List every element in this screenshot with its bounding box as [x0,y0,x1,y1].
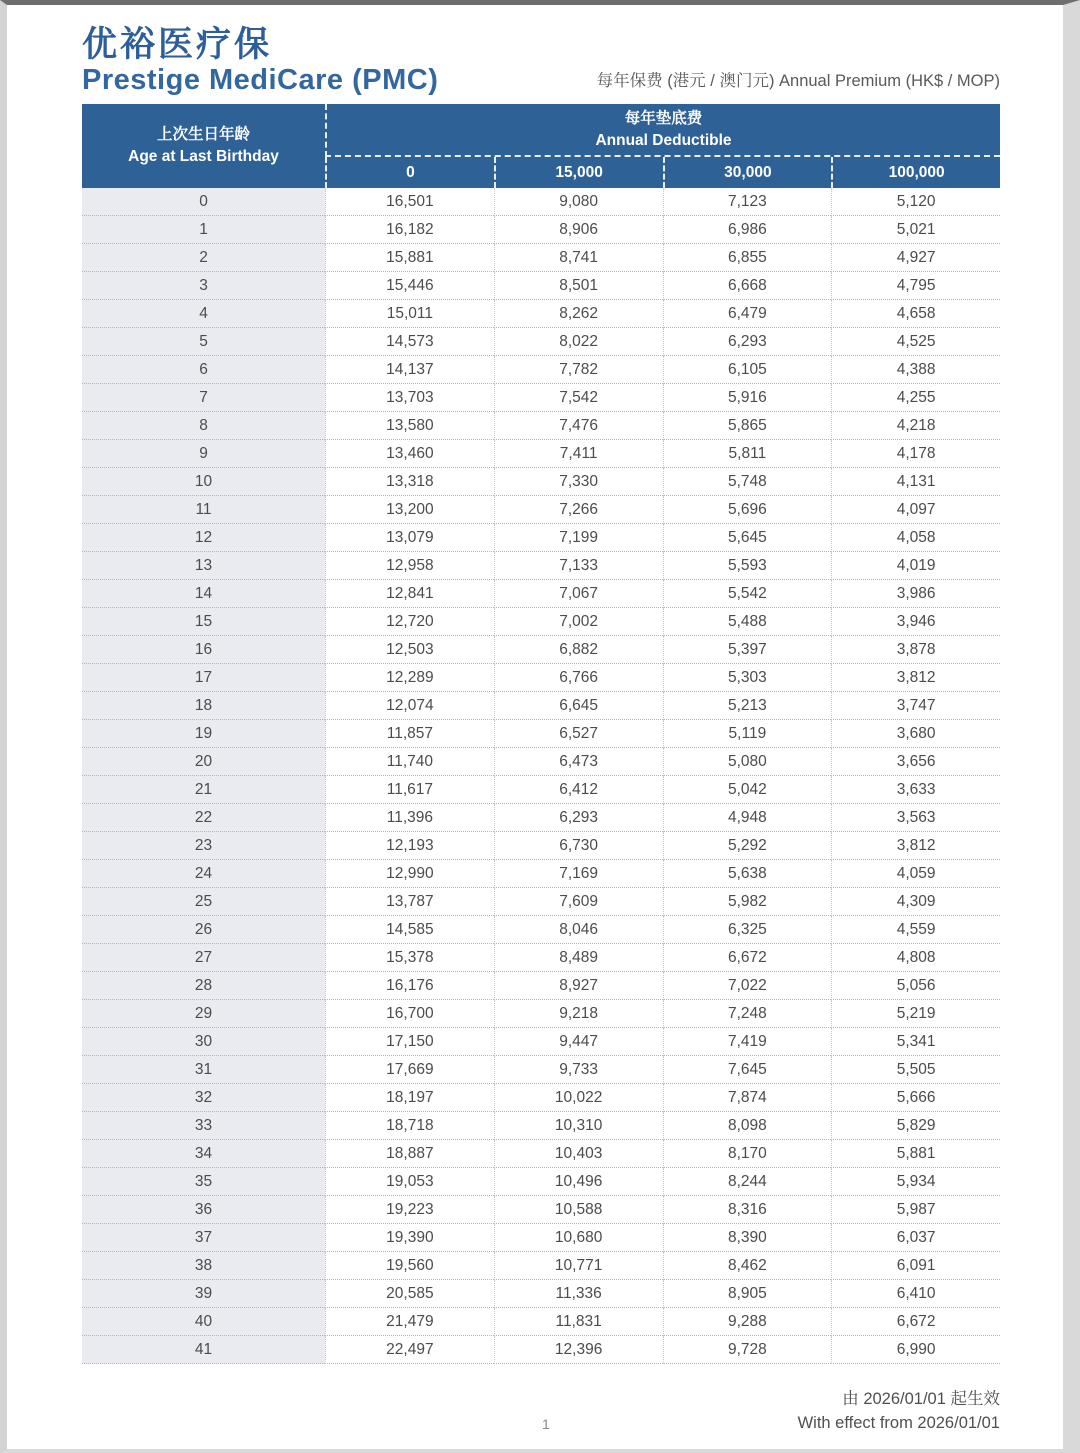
premium-cell: 6,410 [831,1280,1000,1308]
table-row [82,412,1000,440]
age-cell: 10 [82,468,325,496]
table-row [82,1336,1000,1364]
age-cell: 15 [82,608,325,636]
deductible-header-en: Annual Deductible [595,131,732,149]
premium-cell: 9,218 [494,1000,663,1028]
effective-date-zh: 由 2026/01/01 起生效 [842,1390,1000,1409]
premium-cell: 6,293 [663,328,832,356]
table-row [82,888,1000,916]
premium-cell: 11,857 [325,720,494,748]
premium-cell: 4,309 [831,888,1000,916]
premium-cell: 6,325 [663,916,832,944]
age-cell: 20 [82,748,325,776]
premium-cell: 6,855 [663,244,832,272]
premium-cell: 9,080 [494,188,663,216]
effective-date-note [798,1388,1000,1436]
age-cell: 8 [82,412,325,440]
premium-cell: 19,053 [325,1168,494,1196]
premium-cell: 10,771 [494,1252,663,1280]
deductible-column-header-0: 0 [325,157,494,188]
premium-cell: 18,718 [325,1112,494,1140]
age-cell: 12 [82,524,325,552]
premium-cell: 9,288 [663,1308,832,1336]
title-block [82,25,438,97]
age-cell: 26 [82,916,325,944]
age-column-header [82,104,325,188]
premium-cell: 14,573 [325,328,494,356]
premium-cell: 5,042 [663,776,832,804]
age-cell: 19 [82,720,325,748]
premium-cell: 5,881 [831,1140,1000,1168]
premium-cell: 12,193 [325,832,494,860]
table-row [82,188,1000,216]
premium-cell: 7,609 [494,888,663,916]
deductible-group-header [325,104,1000,157]
page-number: 1 [542,1416,550,1433]
premium-cell: 7,199 [494,524,663,552]
age-cell: 37 [82,1224,325,1252]
table-row [82,636,1000,664]
premium-cell: 5,666 [831,1084,1000,1112]
premium-cell: 5,292 [663,832,832,860]
premium-cell: 11,336 [494,1280,663,1308]
annual-premium-note: 每年保费 (港元 / 澳门元) Annual Premium (HK$ / MOP) [596,72,1000,91]
age-cell: 33 [82,1112,325,1140]
age-cell: 40 [82,1308,325,1336]
product-title-en: Prestige MediCare (PMC) [82,64,439,97]
table-row [82,1168,1000,1196]
table-row [82,860,1000,888]
premium-cell: 7,266 [494,496,663,524]
table-row [82,1280,1000,1308]
premium-cell: 7,645 [663,1056,832,1084]
age-cell: 32 [82,1084,325,1112]
age-cell: 31 [82,1056,325,1084]
table-body [82,188,1000,1364]
premium-cell: 8,390 [663,1224,832,1252]
table-row [82,1000,1000,1028]
premium-cell: 6,730 [494,832,663,860]
premium-cell: 20,585 [325,1280,494,1308]
age-cell: 14 [82,580,325,608]
premium-cell: 3,812 [831,664,1000,692]
premium-cell: 5,748 [663,468,832,496]
premium-cell: 4,927 [831,244,1000,272]
table-row [82,720,1000,748]
premium-cell: 12,503 [325,636,494,664]
premium-cell: 5,638 [663,860,832,888]
premium-cell: 6,037 [831,1224,1000,1252]
premium-cell: 5,213 [663,692,832,720]
premium-cell: 11,396 [325,804,494,832]
table-row [82,608,1000,636]
effective-date-en: With effect from 2026/01/01 [797,1414,1000,1433]
premium-cell: 8,489 [494,944,663,972]
premium-cell: 19,223 [325,1196,494,1224]
premium-cell: 7,782 [494,356,663,384]
age-header-zh: 上次生日年龄 [156,125,250,143]
age-header-en: Age at Last Birthday [128,148,279,166]
premium-cell: 7,419 [663,1028,832,1056]
premium-cell: 8,244 [663,1168,832,1196]
premium-cell: 7,248 [663,1000,832,1028]
premium-cell: 7,169 [494,860,663,888]
premium-cell: 16,182 [325,216,494,244]
table-row [82,244,1000,272]
premium-cell: 4,218 [831,412,1000,440]
premium-cell: 5,696 [663,496,832,524]
premium-cell: 5,080 [663,748,832,776]
premium-cell: 3,680 [831,720,1000,748]
table-row [82,496,1000,524]
premium-cell: 3,812 [831,832,1000,860]
age-cell: 0 [82,188,325,216]
premium-cell: 4,255 [831,384,1000,412]
premium-cell: 13,318 [325,468,494,496]
premium-cell: 4,525 [831,328,1000,356]
table-row [82,1028,1000,1056]
premium-cell: 7,411 [494,440,663,468]
premium-cell: 12,958 [325,552,494,580]
table-row [82,524,1000,552]
age-cell: 24 [82,860,325,888]
premium-cell: 5,934 [831,1168,1000,1196]
premium-cell: 3,563 [831,804,1000,832]
premium-cell: 5,542 [663,580,832,608]
premium-cell: 7,123 [663,188,832,216]
table-row [82,1308,1000,1336]
age-cell: 39 [82,1280,325,1308]
premium-cell: 4,131 [831,468,1000,496]
premium-cell: 13,580 [325,412,494,440]
premium-cell: 7,133 [494,552,663,580]
premium-cell: 6,882 [494,636,663,664]
premium-cell: 8,022 [494,328,663,356]
premium-cell: 13,079 [325,524,494,552]
premium-cell: 16,176 [325,972,494,1000]
premium-cell: 15,446 [325,272,494,300]
premium-cell: 12,990 [325,860,494,888]
premium-cell: 17,669 [325,1056,494,1084]
premium-cell: 4,388 [831,356,1000,384]
table-row [82,440,1000,468]
premium-cell: 4,948 [663,804,832,832]
premium-cell: 11,740 [325,748,494,776]
age-cell: 38 [82,1252,325,1280]
table-row [82,384,1000,412]
premium-rate-table [82,104,1000,1364]
premium-cell: 15,881 [325,244,494,272]
premium-cell: 4,808 [831,944,1000,972]
premium-cell: 8,098 [663,1112,832,1140]
age-cell: 22 [82,804,325,832]
premium-cell: 8,906 [494,216,663,244]
table-row [82,1196,1000,1224]
table-row [82,1140,1000,1168]
age-cell: 3 [82,272,325,300]
table-row [82,664,1000,692]
premium-cell: 10,310 [494,1112,663,1140]
premium-cell: 6,672 [663,944,832,972]
table-row [82,580,1000,608]
premium-cell: 13,200 [325,496,494,524]
table-row [82,468,1000,496]
premium-cell: 6,105 [663,356,832,384]
table-row [82,944,1000,972]
premium-cell: 6,293 [494,804,663,832]
premium-cell: 5,982 [663,888,832,916]
age-cell: 18 [82,692,325,720]
premium-cell: 10,496 [494,1168,663,1196]
premium-cell: 9,447 [494,1028,663,1056]
table-row [82,776,1000,804]
premium-cell: 18,197 [325,1084,494,1112]
premium-cell: 8,462 [663,1252,832,1280]
age-cell: 25 [82,888,325,916]
premium-cell: 6,091 [831,1252,1000,1280]
premium-cell: 10,403 [494,1140,663,1168]
premium-cell: 12,074 [325,692,494,720]
premium-cell: 8,046 [494,916,663,944]
premium-cell: 7,067 [494,580,663,608]
age-cell: 27 [82,944,325,972]
premium-cell: 6,986 [663,216,832,244]
premium-cell: 8,316 [663,1196,832,1224]
premium-cell: 9,733 [494,1056,663,1084]
table-row [82,1084,1000,1112]
premium-cell: 7,874 [663,1084,832,1112]
table-row [82,216,1000,244]
premium-cell: 9,728 [663,1336,832,1364]
premium-cell: 5,865 [663,412,832,440]
table-row [82,1252,1000,1280]
table-row [82,692,1000,720]
premium-cell: 10,588 [494,1196,663,1224]
table-row [82,272,1000,300]
premium-cell: 12,720 [325,608,494,636]
deductible-column-header-100000: 100,000 [831,157,1000,188]
table-row [82,972,1000,1000]
premium-cell: 19,560 [325,1252,494,1280]
age-cell: 5 [82,328,325,356]
premium-cell: 22,497 [325,1336,494,1364]
table-row [82,356,1000,384]
premium-cell: 13,460 [325,440,494,468]
table-row [82,1224,1000,1252]
age-cell: 35 [82,1168,325,1196]
premium-cell: 11,617 [325,776,494,804]
premium-cell: 16,700 [325,1000,494,1028]
premium-cell: 6,766 [494,664,663,692]
premium-cell: 8,501 [494,272,663,300]
premium-cell: 12,396 [494,1336,663,1364]
premium-cell: 5,219 [831,1000,1000,1028]
premium-cell: 7,476 [494,412,663,440]
premium-cell: 19,390 [325,1224,494,1252]
premium-cell: 21,479 [325,1308,494,1336]
premium-cell: 4,658 [831,300,1000,328]
premium-cell: 7,002 [494,608,663,636]
age-cell: 7 [82,384,325,412]
age-cell: 30 [82,1028,325,1056]
premium-cell: 12,841 [325,580,494,608]
table-row [82,804,1000,832]
age-cell: 11 [82,496,325,524]
premium-cell: 5,987 [831,1196,1000,1224]
premium-cell: 7,022 [663,972,832,1000]
premium-cell: 3,986 [831,580,1000,608]
premium-cell: 5,303 [663,664,832,692]
premium-cell: 5,916 [663,384,832,412]
age-cell: 29 [82,1000,325,1028]
premium-cell: 11,831 [494,1308,663,1336]
premium-cell: 4,019 [831,552,1000,580]
premium-cell: 5,505 [831,1056,1000,1084]
premium-cell: 15,011 [325,300,494,328]
premium-cell: 16,501 [325,188,494,216]
age-cell: 28 [82,972,325,1000]
document-footer [82,1388,1000,1453]
premium-cell: 10,680 [494,1224,663,1252]
premium-cell: 3,878 [831,636,1000,664]
premium-cell: 13,787 [325,888,494,916]
premium-cell: 3,946 [831,608,1000,636]
premium-cell: 5,488 [663,608,832,636]
premium-cell: 7,330 [494,468,663,496]
age-cell: 16 [82,636,325,664]
premium-cell: 18,887 [325,1140,494,1168]
age-cell: 9 [82,440,325,468]
premium-cell: 8,741 [494,244,663,272]
premium-cell: 8,262 [494,300,663,328]
premium-cell: 5,120 [831,188,1000,216]
premium-cell: 5,593 [663,552,832,580]
premium-cell: 5,645 [663,524,832,552]
premium-cell: 3,656 [831,748,1000,776]
premium-cell: 5,341 [831,1028,1000,1056]
premium-cell: 6,990 [831,1336,1000,1364]
table-row [82,1056,1000,1084]
premium-cell: 3,633 [831,776,1000,804]
age-cell: 1 [82,216,325,244]
premium-cell: 17,150 [325,1028,494,1056]
premium-cell: 8,905 [663,1280,832,1308]
premium-cell: 5,811 [663,440,832,468]
premium-cell: 5,829 [831,1112,1000,1140]
product-title-zh: 优裕医疗保 [82,25,273,64]
premium-cell: 3,747 [831,692,1000,720]
table-row [82,1112,1000,1140]
premium-cell: 5,056 [831,972,1000,1000]
age-cell: 21 [82,776,325,804]
table-row [82,300,1000,328]
table-row [82,916,1000,944]
premium-cell: 4,097 [831,496,1000,524]
premium-cell: 6,479 [663,300,832,328]
table-row [82,552,1000,580]
premium-cell: 6,645 [494,692,663,720]
table-row [82,328,1000,356]
premium-cell: 5,119 [663,720,832,748]
premium-cell: 14,137 [325,356,494,384]
premium-cell: 6,473 [494,748,663,776]
premium-cell: 10,022 [494,1084,663,1112]
age-cell: 6 [82,356,325,384]
premium-cell: 13,703 [325,384,494,412]
table-row [82,832,1000,860]
premium-cell: 8,927 [494,972,663,1000]
table-header [82,104,1000,188]
premium-cell: 5,021 [831,216,1000,244]
age-cell: 13 [82,552,325,580]
age-cell: 36 [82,1196,325,1224]
premium-cell: 4,058 [831,524,1000,552]
premium-cell: 8,170 [663,1140,832,1168]
age-cell: 2 [82,244,325,272]
premium-cell: 4,059 [831,860,1000,888]
premium-cell: 4,178 [831,440,1000,468]
premium-cell: 6,668 [663,272,832,300]
premium-cell: 14,585 [325,916,494,944]
premium-cell: 7,542 [494,384,663,412]
premium-cell: 12,289 [325,664,494,692]
age-cell: 4 [82,300,325,328]
age-cell: 17 [82,664,325,692]
premium-cell: 6,527 [494,720,663,748]
premium-cell: 6,672 [831,1308,1000,1336]
document-header [82,25,1000,97]
age-cell: 41 [82,1336,325,1364]
deductible-column-header-15000: 15,000 [494,157,663,188]
deductible-header-zh: 每年垫底费 [624,109,703,127]
premium-cell: 6,412 [494,776,663,804]
age-cell: 23 [82,832,325,860]
age-cell: 34 [82,1140,325,1168]
premium-cell: 4,559 [831,916,1000,944]
table-row [82,748,1000,776]
premium-cell: 4,795 [831,272,1000,300]
deductible-column-header-30000: 30,000 [663,157,832,188]
premium-cell: 15,378 [325,944,494,972]
premium-cell: 5,397 [663,636,832,664]
